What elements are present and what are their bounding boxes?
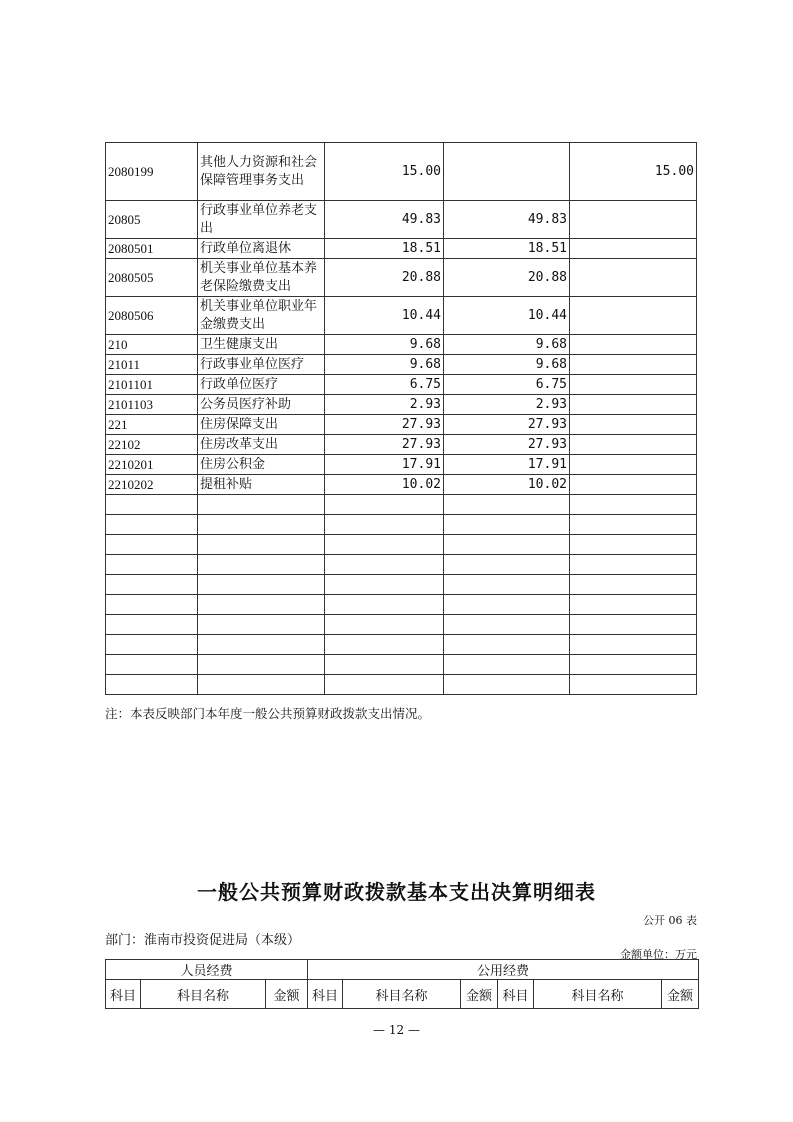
subject-code-cell: 2101103 [106,395,198,415]
total-cell: 9.68 [325,355,444,375]
public-amount-header-2: 金额 [662,980,699,1009]
basic-expense-cell: 2.93 [444,395,570,415]
expenditure-table-body [106,143,697,695]
empty-table-row [106,635,697,655]
basic-expense-cell: 9.68 [444,355,570,375]
empty-cell [106,635,198,655]
subject-name-cell: 行政事业单位养老支出 [198,201,325,239]
project-expense-cell [570,355,697,375]
project-expense-cell: 15.00 [570,143,697,201]
subject-name-cell: 机关事业单位职业年金缴费支出 [198,297,325,335]
public-subject-header-2: 科目 [498,980,534,1009]
empty-cell [106,675,198,695]
empty-cell [106,555,198,575]
empty-cell [106,535,198,555]
total-cell: 18.51 [325,239,444,259]
empty-table-row [106,655,697,675]
project-expense-cell [570,455,697,475]
subject-code-cell: 2210202 [106,475,198,495]
subject-name-cell: 行政单位离退休 [198,239,325,259]
empty-cell [106,575,198,595]
empty-cell [198,575,325,595]
subject-name-cell: 卫生健康支出 [198,335,325,355]
subject-name-cell: 行政单位医疗 [198,375,325,395]
empty-cell [444,615,570,635]
table-row [106,201,697,239]
empty-cell [325,635,444,655]
empty-cell [570,515,697,535]
basic-expense-cell: 18.51 [444,239,570,259]
project-expense-cell [570,297,697,335]
total-cell: 6.75 [325,375,444,395]
subject-name-cell: 公务员医疗补助 [198,395,325,415]
basic-expense-cell: 9.68 [444,335,570,355]
subject-code-cell: 210 [106,335,198,355]
subject-name-cell: 住房保障支出 [198,415,325,435]
subject-code-cell: 2210201 [106,455,198,475]
basic-expense-cell: 17.91 [444,455,570,475]
public-amount-header-1: 金额 [461,980,498,1009]
total-cell: 9.68 [325,335,444,355]
empty-table-row [106,515,697,535]
empty-table-row [106,495,697,515]
basic-expense-cell: 10.44 [444,297,570,335]
empty-cell [325,575,444,595]
basic-expense-cell: 6.75 [444,375,570,395]
basic-expense-cell: 10.02 [444,475,570,495]
empty-cell [325,655,444,675]
subject-name-cell: 住房改革支出 [198,435,325,455]
empty-cell [198,655,325,675]
total-cell: 20.88 [325,259,444,297]
project-expense-cell [570,239,697,259]
project-expense-cell [570,415,697,435]
empty-cell [325,555,444,575]
project-expense-cell [570,475,697,495]
empty-table-row [106,535,697,555]
public-subject-name-header-1: 科目名称 [343,980,461,1009]
basic-expense-cell: 27.93 [444,435,570,455]
empty-cell [325,675,444,695]
table-row [106,415,697,435]
project-expense-cell [570,375,697,395]
empty-cell [570,495,697,515]
table-row [106,375,697,395]
page-number: — 12 — [373,1023,420,1037]
empty-cell [444,635,570,655]
table-row [106,395,697,415]
public-expense-header: 公用经费 [308,960,699,980]
basic-expense-cell: 49.83 [444,201,570,239]
empty-cell [444,495,570,515]
total-cell: 15.00 [325,143,444,201]
project-expense-cell [570,259,697,297]
empty-cell [444,535,570,555]
empty-cell [570,635,697,655]
total-cell: 27.93 [325,415,444,435]
total-cell: 10.44 [325,297,444,335]
empty-cell [106,495,198,515]
personnel-amount-header: 金额 [266,980,308,1009]
page-title: 一般公共预算财政拨款基本支出决算明细表 [197,880,596,904]
total-cell: 27.93 [325,435,444,455]
subject-name-cell: 其他人力资源和社会保障管理事务支出 [198,143,325,201]
empty-cell [198,635,325,655]
column-header-row [106,980,699,1009]
form-code: 公开 06 表 [643,914,697,927]
expenditure-table [105,142,697,695]
public-subject-header-1: 科目 [308,980,343,1009]
subject-code-cell: 2101101 [106,375,198,395]
project-expense-cell [570,201,697,239]
empty-cell [570,595,697,615]
basic-expense-cell: 20.88 [444,259,570,297]
subject-code-cell: 20805 [106,201,198,239]
empty-cell [106,655,198,675]
empty-cell [444,595,570,615]
total-cell: 2.93 [325,395,444,415]
personnel-expense-header: 人员经费 [106,960,308,980]
table-row [106,297,697,335]
empty-cell [325,515,444,535]
empty-cell [325,535,444,555]
table-row [106,143,697,201]
empty-table-row [106,615,697,635]
empty-cell [325,495,444,515]
empty-cell [106,595,198,615]
empty-cell [444,515,570,535]
table-note: 注：本表反映部门本年度一般公共预算财政拨款支出情况。 [105,706,431,721]
empty-cell [198,675,325,695]
basic-expense-cell [444,143,570,201]
basic-expense-cell: 27.93 [444,415,570,435]
empty-cell [198,515,325,535]
empty-cell [198,535,325,555]
personnel-subject-header: 科目 [106,980,141,1009]
table-row [106,355,697,375]
public-subject-name-header-2: 科目名称 [534,980,662,1009]
empty-cell [570,535,697,555]
table-row [106,475,697,495]
empty-cell [444,655,570,675]
group-header-row [106,960,699,980]
empty-cell [198,615,325,635]
table-row [106,455,697,475]
basic-expenditure-detail-table [105,959,699,1009]
empty-cell [570,555,697,575]
personnel-subject-name-header: 科目名称 [141,980,266,1009]
subject-name-cell: 住房公积金 [198,455,325,475]
project-expense-cell [570,435,697,455]
empty-cell [325,615,444,635]
empty-cell [570,575,697,595]
total-cell: 49.83 [325,201,444,239]
project-expense-cell [570,335,697,355]
empty-cell [570,655,697,675]
empty-cell [570,675,697,695]
table-row [106,239,697,259]
empty-table-row [106,575,697,595]
empty-cell [444,555,570,575]
subject-name-cell: 行政事业单位医疗 [198,355,325,375]
total-cell: 17.91 [325,455,444,475]
subject-name-cell: 机关事业单位基本养老保险缴费支出 [198,259,325,297]
subject-code-cell: 2080505 [106,259,198,297]
table-row [106,435,697,455]
empty-cell [106,615,198,635]
empty-cell [444,575,570,595]
subject-code-cell: 2080501 [106,239,198,259]
table-row [106,335,697,355]
subject-code-cell: 2080506 [106,297,198,335]
department-label: 部门：淮南市投资促进局（本级） [105,933,301,948]
project-expense-cell [570,395,697,415]
empty-cell [106,515,198,535]
subject-code-cell: 2080199 [106,143,198,201]
table-row [106,259,697,297]
subject-name-cell: 提租补贴 [198,475,325,495]
empty-cell [198,595,325,615]
empty-cell [325,595,444,615]
empty-cell [198,555,325,575]
empty-cell [444,675,570,695]
empty-table-row [106,555,697,575]
total-cell: 10.02 [325,475,444,495]
empty-cell [570,615,697,635]
empty-table-row [106,675,697,695]
subject-code-cell: 21011 [106,355,198,375]
amount-unit: 金额单位：万元 [620,948,697,961]
empty-table-row [106,595,697,615]
empty-cell [198,495,325,515]
subject-code-cell: 221 [106,415,198,435]
subject-code-cell: 22102 [106,435,198,455]
